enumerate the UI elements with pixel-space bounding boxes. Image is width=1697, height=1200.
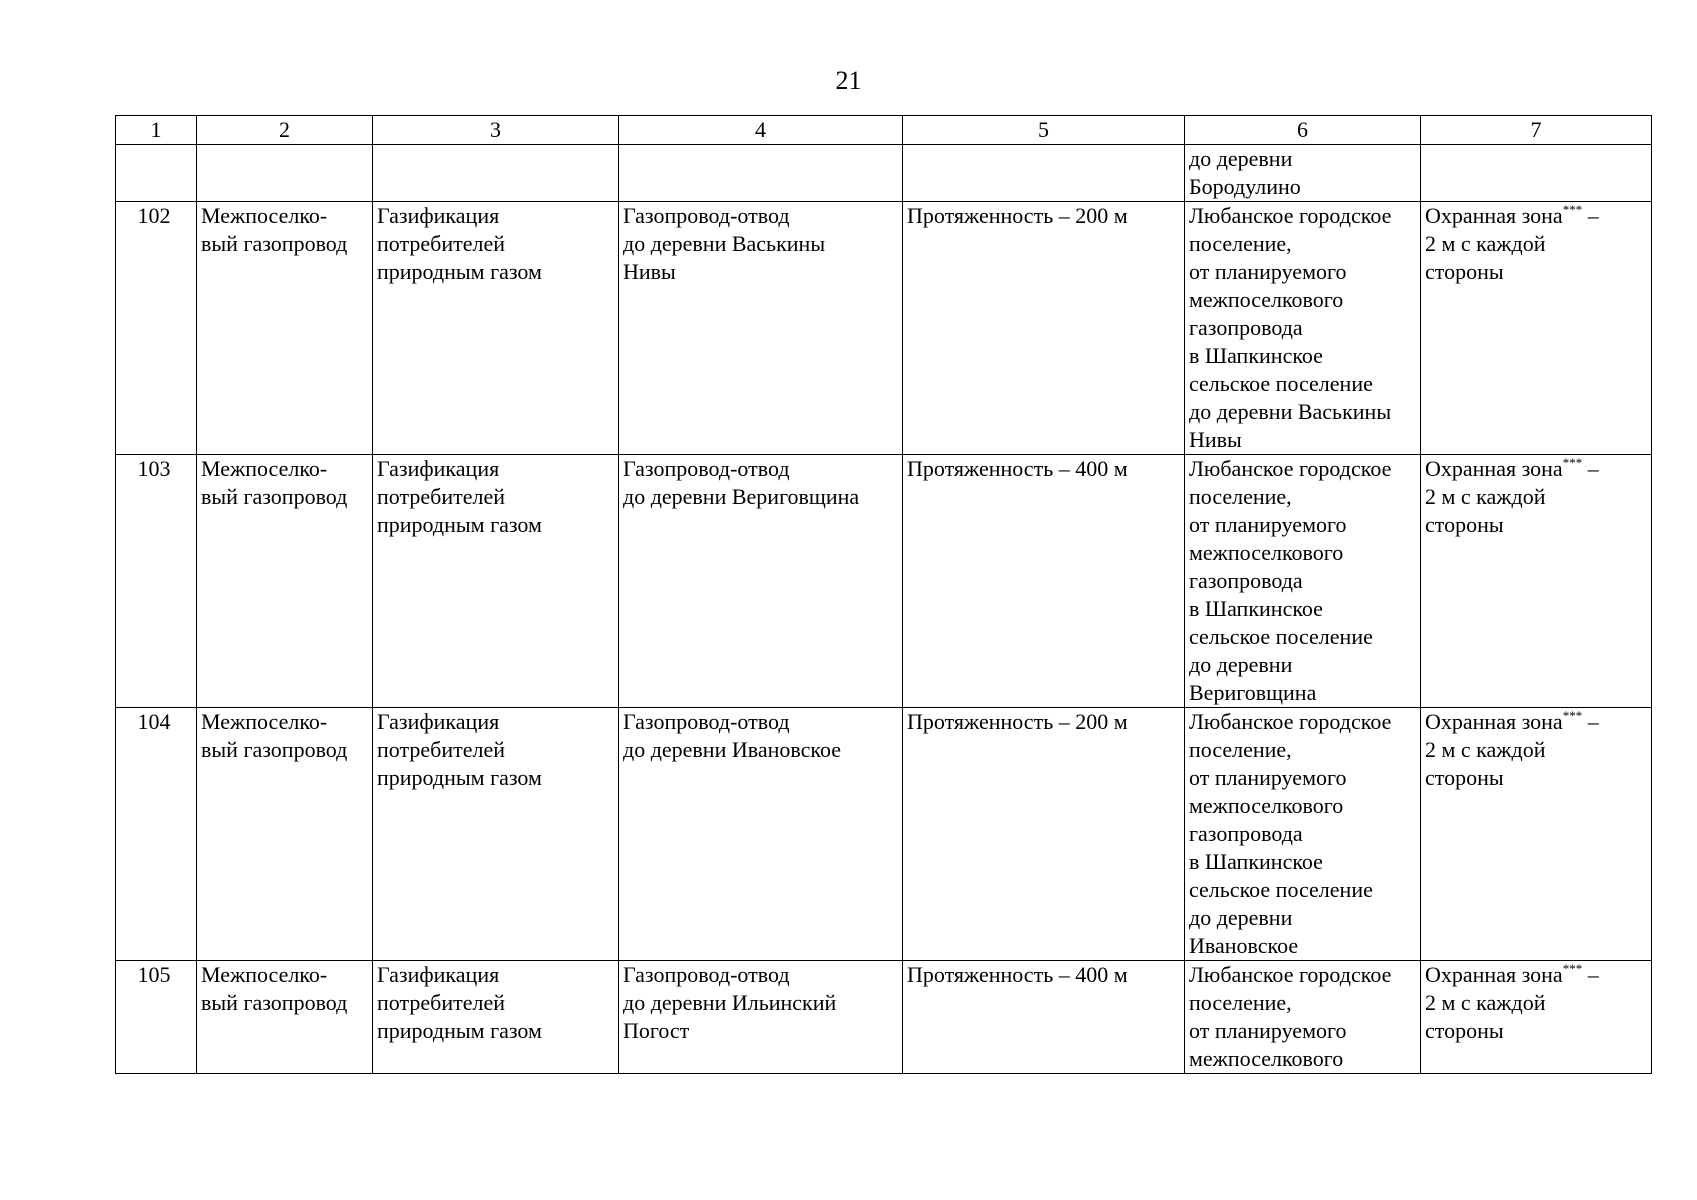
location-line: Вериговщина	[1189, 680, 1317, 705]
location-cell	[1185, 145, 1421, 202]
row-number: 105	[116, 961, 197, 1074]
protection-zone-title: Охранная зона*** –	[1425, 455, 1599, 481]
location-line: до деревни	[1189, 146, 1293, 171]
protection-zone-cell	[1421, 961, 1652, 1074]
column-number-row	[116, 116, 1652, 145]
object-type-line: вый газопровод	[201, 990, 348, 1015]
purpose-line: Газификация	[377, 962, 500, 987]
location-line: межпоселкового	[1189, 1046, 1344, 1071]
location-line: поселение,	[1189, 737, 1292, 762]
location-line: в Шапкинское	[1189, 596, 1323, 621]
purpose-cell	[373, 202, 619, 455]
location-cell	[1185, 202, 1421, 455]
location-line: Ивановское	[1189, 933, 1299, 958]
column-number: 6	[1185, 116, 1421, 145]
column-number: 2	[197, 116, 373, 145]
object-name-line: Нивы	[623, 259, 676, 284]
location-line: сельское поселение	[1189, 371, 1373, 396]
location-line: до деревни	[1189, 905, 1293, 930]
protection-zone-line: стороны	[1425, 512, 1504, 537]
object-type-cell	[197, 961, 373, 1074]
location-line: Бородулино	[1189, 174, 1301, 199]
purpose-line: потребителей	[377, 484, 505, 509]
object-name-line: до деревни Вериговщина	[623, 484, 860, 509]
purpose-line: Газификация	[377, 709, 500, 734]
footnote-mark: ***	[1562, 455, 1583, 470]
continuation-row	[116, 145, 1652, 202]
footnote-mark: ***	[1562, 708, 1583, 723]
location-line: Нивы	[1189, 427, 1242, 452]
column-number: 3	[373, 116, 619, 145]
object-name-cell	[619, 961, 903, 1074]
location-line: до деревни Васькины	[1189, 399, 1392, 424]
location-line: поселение,	[1189, 484, 1292, 509]
purpose-line: природным газом	[377, 765, 542, 790]
empty-cell	[619, 145, 903, 202]
protection-zone-title: Охранная зона*** –	[1425, 961, 1599, 987]
protection-zone-line: 2 м с каждой	[1425, 231, 1546, 256]
empty-cell	[1421, 145, 1652, 202]
object-type-cell	[197, 455, 373, 708]
protection-zone-cell	[1421, 455, 1652, 708]
footnote-mark: ***	[1562, 202, 1583, 217]
location-line: сельское поселение	[1189, 877, 1373, 902]
object-name-cell	[619, 202, 903, 455]
protection-zone-title: Охранная зона*** –	[1425, 202, 1599, 228]
column-number: 5	[903, 116, 1185, 145]
purpose-cell	[373, 455, 619, 708]
location-line: поселение,	[1189, 990, 1292, 1015]
location-cell	[1185, 455, 1421, 708]
location-line: сельское поселение	[1189, 624, 1373, 649]
location-cell	[1185, 961, 1421, 1074]
protection-zone-line: стороны	[1425, 259, 1504, 284]
footnote-mark: ***	[1562, 961, 1583, 976]
purpose-line: потребителей	[377, 990, 505, 1015]
protection-zone-line: 2 м с каждой	[1425, 737, 1546, 762]
purpose-line: Газификация	[377, 203, 500, 228]
object-type-line: Межпоселко-	[201, 962, 328, 987]
location-line: межпоселкового	[1189, 287, 1344, 312]
row-number: 102	[116, 202, 197, 455]
location-line: Любанское городское	[1189, 709, 1392, 734]
purpose-line: природным газом	[377, 1018, 542, 1043]
location-line: от планируемого	[1189, 765, 1347, 790]
location-line: газопровода	[1189, 568, 1303, 593]
table-row	[116, 202, 1652, 455]
column-number: 1	[116, 116, 197, 145]
location-line: межпоселкового	[1189, 793, 1344, 818]
location-line: Любанское городское	[1189, 456, 1392, 481]
purpose-line: потребителей	[377, 737, 505, 762]
empty-cell	[116, 145, 197, 202]
object-name-line: до деревни Ильинский	[623, 990, 837, 1015]
location-line: от планируемого	[1189, 512, 1347, 537]
protection-zone-line: 2 м с каждой	[1425, 990, 1546, 1015]
length-cell: Протяженность – 200 м	[903, 202, 1185, 455]
object-type-line: вый газопровод	[201, 231, 348, 256]
object-name-line: Газопровод-отвод	[623, 962, 790, 987]
location-line: межпоселкового	[1189, 540, 1344, 565]
purpose-line: Газификация	[377, 456, 500, 481]
object-name-line: Газопровод-отвод	[623, 709, 790, 734]
location-line: поселение,	[1189, 231, 1292, 256]
empty-cell	[197, 145, 373, 202]
page-number: 21	[835, 66, 862, 95]
empty-cell	[373, 145, 619, 202]
object-type-cell	[197, 202, 373, 455]
object-name-cell	[619, 708, 903, 961]
table-row	[116, 708, 1652, 961]
object-name-line: Погост	[623, 1018, 690, 1043]
object-type-cell	[197, 708, 373, 961]
length-cell: Протяженность – 200 м	[903, 708, 1185, 961]
object-name-cell	[619, 455, 903, 708]
location-line: от планируемого	[1189, 1018, 1347, 1043]
location-line: Любанское городское	[1189, 962, 1392, 987]
protection-zone-line: стороны	[1425, 765, 1504, 790]
protection-zone-cell	[1421, 708, 1652, 961]
column-number: 4	[619, 116, 903, 145]
location-cell	[1185, 708, 1421, 961]
row-number: 103	[116, 455, 197, 708]
purpose-line: потребителей	[377, 231, 505, 256]
column-number: 7	[1421, 116, 1652, 145]
empty-cell	[903, 145, 1185, 202]
location-line: до деревни	[1189, 652, 1293, 677]
row-number: 104	[116, 708, 197, 961]
object-name-line: до деревни Ивановское	[623, 737, 842, 762]
protection-zone-title: Охранная зона*** –	[1425, 708, 1599, 734]
purpose-cell	[373, 961, 619, 1074]
length-cell: Протяженность – 400 м	[903, 961, 1185, 1074]
length-cell: Протяженность – 400 м	[903, 455, 1185, 708]
location-line: газопровода	[1189, 315, 1303, 340]
protection-zone-cell	[1421, 202, 1652, 455]
table-row	[116, 455, 1652, 708]
object-name-line: Газопровод-отвод	[623, 203, 790, 228]
object-type-line: Межпоселко-	[201, 456, 328, 481]
table-row	[116, 961, 1652, 1074]
object-type-line: Межпоселко-	[201, 709, 328, 734]
objects-table	[115, 115, 1652, 1074]
location-line: газопровода	[1189, 821, 1303, 846]
location-line: в Шапкинское	[1189, 849, 1323, 874]
location-line: Любанское городское	[1189, 203, 1392, 228]
protection-zone-line: 2 м с каждой	[1425, 484, 1546, 509]
purpose-line: природным газом	[377, 512, 542, 537]
object-type-line: вый газопровод	[201, 737, 348, 762]
object-type-line: Межпоселко-	[201, 203, 328, 228]
purpose-line: природным газом	[377, 259, 542, 284]
protection-zone-line: стороны	[1425, 1018, 1504, 1043]
location-line: в Шапкинское	[1189, 343, 1323, 368]
location-line: от планируемого	[1189, 259, 1347, 284]
purpose-cell	[373, 708, 619, 961]
object-type-line: вый газопровод	[201, 484, 348, 509]
object-name-line: Газопровод-отвод	[623, 456, 790, 481]
object-name-line: до деревни Васькины	[623, 231, 826, 256]
